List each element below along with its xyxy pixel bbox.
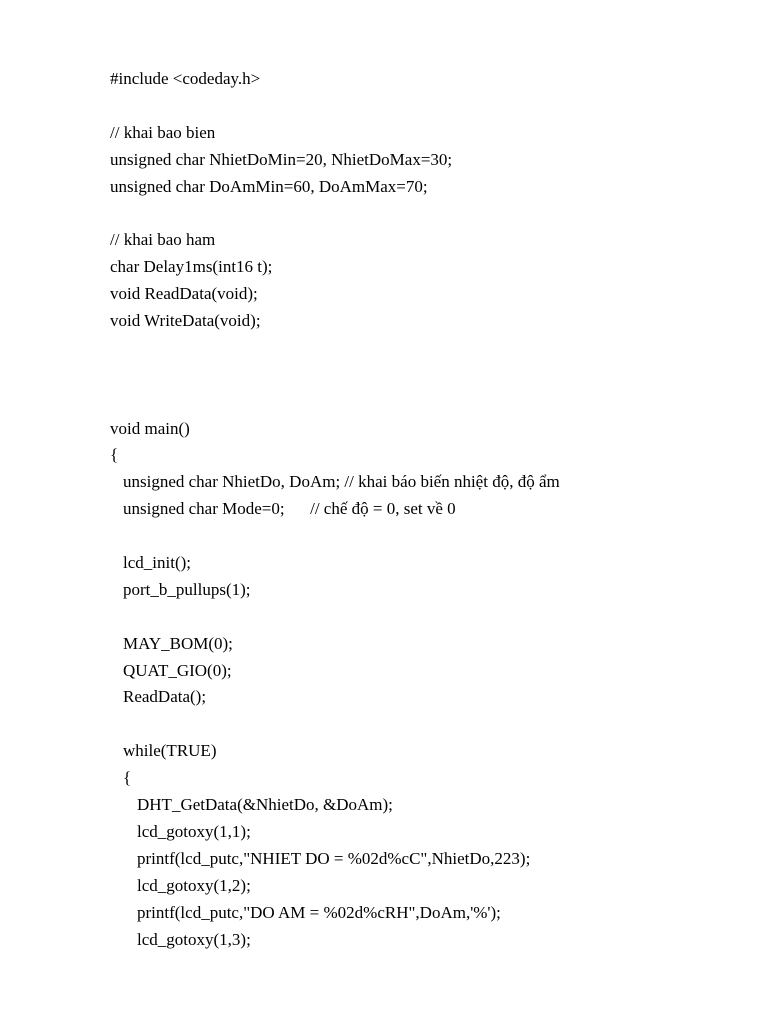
code-line: void ReadData(void);: [110, 284, 258, 304]
code-line: unsigned char NhietDo, DoAm; // khai báo biến nhiệt độ, độ ẩm: [123, 472, 560, 492]
code-line: unsigned char DoAmMin=60, DoAmMax=70;: [110, 176, 428, 196]
code-line: {: [110, 445, 119, 465]
blank-line: [110, 711, 750, 738]
blank-line: [110, 93, 750, 120]
code-line: // khai bao ham: [110, 230, 216, 250]
code-line: lcd_gotoxy(1,3);: [137, 929, 251, 949]
code-line: DHT_GetData(&NhietDo, &DoAm);: [137, 795, 393, 815]
code-line: MAY_BOM(0);: [123, 633, 233, 653]
code-line: printf(lcd_putc,"NHIET DO = %02d%cC",NhietDo,223);: [137, 848, 531, 868]
code-line: // khai bao bien: [110, 122, 216, 142]
code-line: port_b_pullups(1);: [123, 579, 251, 599]
blank-line: [110, 604, 750, 631]
code-line: {: [123, 768, 132, 788]
blank-line: [110, 389, 750, 416]
code-line: ReadData();: [123, 687, 207, 707]
code-line: #include <codeday.h>: [110, 69, 261, 88]
code-line: printf(lcd_putc,"DO AM = %02d%cRH",DoAm,'%');: [137, 902, 501, 922]
code-block: [110, 66, 750, 953]
code-line: while(TRUE): [123, 741, 217, 761]
blank-line: [110, 335, 750, 362]
blank-line: [110, 523, 750, 550]
code-line: lcd_gotoxy(1,1);: [137, 821, 251, 841]
code-line: unsigned char NhietDoMin=20, NhietDoMax=30;: [110, 149, 453, 169]
code-line: QUAT_GIO(0);: [123, 660, 232, 680]
code-line: unsigned char Mode=0; // chế độ = 0, set về 0: [123, 499, 456, 519]
code-line: lcd_gotoxy(1,2);: [137, 875, 251, 895]
blank-line: [110, 362, 750, 389]
code-line: lcd_init();: [123, 553, 191, 573]
code-line: void main(): [110, 418, 190, 438]
blank-line: [110, 200, 750, 227]
code-line: void WriteData(void);: [110, 311, 261, 331]
code-line: char Delay1ms(int16 t);: [110, 257, 273, 277]
